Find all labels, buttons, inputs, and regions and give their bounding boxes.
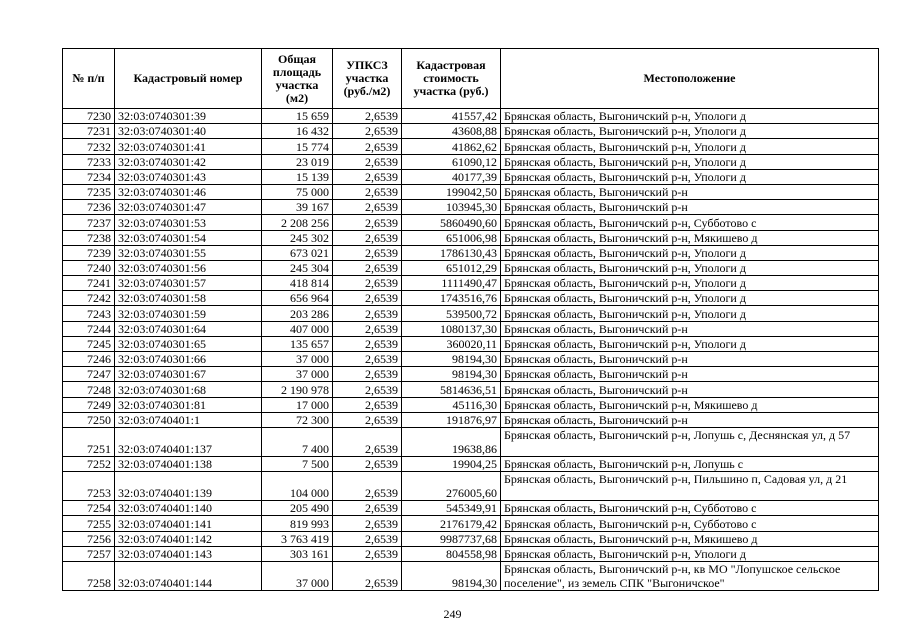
cell-total-area: 303 161 <box>262 546 333 561</box>
cell-total-area: 104 000 <box>262 472 333 501</box>
cell-cadastral-number: 32:03:0740301:42 <box>115 154 262 169</box>
cell-total-area: 16 432 <box>262 124 333 139</box>
cell-row-number: 7251 <box>63 427 115 456</box>
cell-specific-value: 2,6539 <box>333 336 402 351</box>
header-specific-value: УПКСЗ участка (руб./м2) <box>333 49 402 109</box>
cell-total-area: 407 000 <box>262 321 333 336</box>
cell-cadastral-cost: 103945,30 <box>402 200 501 215</box>
cell-specific-value: 2,6539 <box>333 154 402 169</box>
cell-location: Брянская область, Выгоничский р-н, Лопушь с, Деснянская ул, д 57 <box>501 427 879 456</box>
cell-total-area: 673 021 <box>262 245 333 260</box>
cell-cadastral-number: 32:03:0740301:56 <box>115 260 262 275</box>
cell-location: Брянская область, Выгоничский р-н, Упологи д <box>501 276 879 291</box>
cell-total-area: 17 000 <box>262 397 333 412</box>
cell-specific-value: 2,6539 <box>333 215 402 230</box>
table-row <box>63 245 879 260</box>
cell-specific-value: 2,6539 <box>333 291 402 306</box>
cell-total-area: 135 657 <box>262 336 333 351</box>
cell-cadastral-number: 32:03:0740301:41 <box>115 139 262 154</box>
table-header-row <box>63 49 879 109</box>
cell-total-area: 15 659 <box>262 109 333 124</box>
cell-cadastral-number: 32:03:0740301:57 <box>115 276 262 291</box>
cell-cadastral-cost: 98194,30 <box>402 352 501 367</box>
cell-cadastral-number: 32:03:0740301:58 <box>115 291 262 306</box>
cell-row-number: 7241 <box>63 276 115 291</box>
cell-specific-value: 2,6539 <box>333 109 402 124</box>
cell-specific-value: 2,6539 <box>333 200 402 215</box>
cell-cadastral-cost: 98194,30 <box>402 367 501 382</box>
table-body <box>63 109 879 591</box>
cell-cadastral-number: 32:03:0740401:140 <box>115 501 262 516</box>
cell-row-number: 7237 <box>63 215 115 230</box>
cell-specific-value: 2,6539 <box>333 124 402 139</box>
cell-cadastral-number: 32:03:0740301:64 <box>115 321 262 336</box>
table-row <box>63 367 879 382</box>
cell-location: Брянская область, Выгоничский р-н, Мякишево д <box>501 531 879 546</box>
cell-location: Брянская область, Выгоничский р-н, Мякишево д <box>501 230 879 245</box>
cell-cadastral-number: 32:03:0740301:68 <box>115 382 262 397</box>
cell-cadastral-cost: 41557,42 <box>402 109 501 124</box>
cell-cadastral-cost: 19638,86 <box>402 427 501 456</box>
table-row <box>63 561 879 590</box>
cell-cadastral-number: 32:03:0740301:40 <box>115 124 262 139</box>
cell-location: Брянская область, Выгоничский р-н, Упологи д <box>501 245 879 260</box>
table-row <box>63 456 879 471</box>
cell-row-number: 7252 <box>63 456 115 471</box>
cell-row-number: 7247 <box>63 367 115 382</box>
cell-total-area: 2 208 256 <box>262 215 333 230</box>
table-row <box>63 200 879 215</box>
cell-cadastral-number: 32:03:0740401:137 <box>115 427 262 456</box>
cell-cadastral-cost: 539500,72 <box>402 306 501 321</box>
cell-cadastral-cost: 199042,50 <box>402 184 501 199</box>
cell-cadastral-cost: 43608,88 <box>402 124 501 139</box>
cell-total-area: 7 500 <box>262 456 333 471</box>
cell-row-number: 7250 <box>63 412 115 427</box>
cell-cadastral-cost: 5814636,51 <box>402 382 501 397</box>
cell-total-area: 418 814 <box>262 276 333 291</box>
cell-row-number: 7255 <box>63 516 115 531</box>
table-row <box>63 412 879 427</box>
cell-specific-value: 2,6539 <box>333 169 402 184</box>
table-row <box>63 215 879 230</box>
cell-cadastral-cost: 45116,30 <box>402 397 501 412</box>
cell-cadastral-cost: 1080137,30 <box>402 321 501 336</box>
cell-total-area: 39 167 <box>262 200 333 215</box>
cell-row-number: 7253 <box>63 472 115 501</box>
table-row <box>63 501 879 516</box>
cadastral-table <box>62 48 879 591</box>
cell-row-number: 7256 <box>63 531 115 546</box>
cell-cadastral-number: 32:03:0740401:144 <box>115 561 262 590</box>
table-row <box>63 276 879 291</box>
cell-specific-value: 2,6539 <box>333 427 402 456</box>
table-row <box>63 184 879 199</box>
header-total-area: Общая площадь участка (м2) <box>262 49 333 109</box>
cell-location: Брянская область, Выгоничский р-н, Упологи д <box>501 109 879 124</box>
cell-row-number: 7244 <box>63 321 115 336</box>
cell-row-number: 7239 <box>63 245 115 260</box>
cell-cadastral-number: 32:03:0740301:65 <box>115 336 262 351</box>
cell-total-area: 37 000 <box>262 352 333 367</box>
cell-total-area: 656 964 <box>262 291 333 306</box>
cell-location: Брянская область, Выгоничский р-н, Упологи д <box>501 336 879 351</box>
cell-total-area: 72 300 <box>262 412 333 427</box>
cell-cadastral-cost: 5860490,60 <box>402 215 501 230</box>
table-row <box>63 169 879 184</box>
table-row <box>63 546 879 561</box>
cell-location: Брянская область, Выгоничский р-н, кв МО "Лопушское сельское поселение", из земель СПК "Выгоничское" <box>501 561 879 590</box>
cell-row-number: 7233 <box>63 154 115 169</box>
cell-cadastral-cost: 191876,97 <box>402 412 501 427</box>
cell-cadastral-number: 32:03:0740401:139 <box>115 472 262 501</box>
cell-row-number: 7234 <box>63 169 115 184</box>
cell-specific-value: 2,6539 <box>333 412 402 427</box>
cell-total-area: 3 763 419 <box>262 531 333 546</box>
cell-row-number: 7245 <box>63 336 115 351</box>
cell-cadastral-number: 32:03:0740301:46 <box>115 184 262 199</box>
cell-cadastral-cost: 40177,39 <box>402 169 501 184</box>
cell-row-number: 7248 <box>63 382 115 397</box>
cell-row-number: 7240 <box>63 260 115 275</box>
cell-total-area: 23 019 <box>262 154 333 169</box>
cell-location: Брянская область, Выгоничский р-н, Упологи д <box>501 154 879 169</box>
cell-row-number: 7238 <box>63 230 115 245</box>
table-row <box>63 397 879 412</box>
cell-cadastral-cost: 2176179,42 <box>402 516 501 531</box>
cell-cadastral-number: 32:03:0740301:81 <box>115 397 262 412</box>
cell-cadastral-cost: 651006,98 <box>402 230 501 245</box>
cell-location: Брянская область, Выгоничский р-н, Пильшино п, Садовая ул, д 21 <box>501 472 879 501</box>
cell-cadastral-cost: 19904,25 <box>402 456 501 471</box>
cell-cadastral-cost: 1743516,76 <box>402 291 501 306</box>
cell-row-number: 7242 <box>63 291 115 306</box>
page-number: 249 <box>443 607 462 621</box>
cell-cadastral-number: 32:03:0740401:143 <box>115 546 262 561</box>
cell-specific-value: 2,6539 <box>333 561 402 590</box>
cell-cadastral-number: 32:03:0740301:66 <box>115 352 262 367</box>
cell-location: Брянская область, Выгоничский р-н, Субботово с <box>501 215 879 230</box>
cell-row-number: 7249 <box>63 397 115 412</box>
table-row <box>63 291 879 306</box>
cell-location: Брянская область, Выгоничский р-н, Субботово с <box>501 516 879 531</box>
cell-total-area: 37 000 <box>262 561 333 590</box>
cell-row-number: 7246 <box>63 352 115 367</box>
cell-cadastral-cost: 1111490,47 <box>402 276 501 291</box>
cell-total-area: 37 000 <box>262 367 333 382</box>
cell-cadastral-number: 32:03:0740401:138 <box>115 456 262 471</box>
cell-specific-value: 2,6539 <box>333 260 402 275</box>
cell-total-area: 205 490 <box>262 501 333 516</box>
cell-location: Брянская область, Выгоничский р-н <box>501 382 879 397</box>
cell-total-area: 2 190 978 <box>262 382 333 397</box>
table-row <box>63 427 879 456</box>
cell-row-number: 7236 <box>63 200 115 215</box>
table-row <box>63 230 879 245</box>
cell-cadastral-number: 32:03:0740301:59 <box>115 306 262 321</box>
table-row <box>63 154 879 169</box>
cell-location: Брянская область, Выгоничский р-н, Упологи д <box>501 546 879 561</box>
cell-specific-value: 2,6539 <box>333 245 402 260</box>
cell-specific-value: 2,6539 <box>333 382 402 397</box>
table-row <box>63 531 879 546</box>
cell-specific-value: 2,6539 <box>333 139 402 154</box>
cell-specific-value: 2,6539 <box>333 472 402 501</box>
cell-specific-value: 2,6539 <box>333 501 402 516</box>
cell-row-number: 7231 <box>63 124 115 139</box>
cell-total-area: 245 304 <box>262 260 333 275</box>
cell-cadastral-number: 32:03:0740301:39 <box>115 109 262 124</box>
cell-specific-value: 2,6539 <box>333 516 402 531</box>
cell-row-number: 7257 <box>63 546 115 561</box>
cell-specific-value: 2,6539 <box>333 397 402 412</box>
cell-cadastral-cost: 9987737,68 <box>402 531 501 546</box>
cell-cadastral-number: 32:03:0740301:53 <box>115 215 262 230</box>
header-location: Местоположение <box>501 49 879 109</box>
table-row <box>63 382 879 397</box>
table-row <box>63 352 879 367</box>
cell-total-area: 203 286 <box>262 306 333 321</box>
cell-specific-value: 2,6539 <box>333 306 402 321</box>
table-row <box>63 321 879 336</box>
cell-cadastral-cost: 545349,91 <box>402 501 501 516</box>
cell-total-area: 75 000 <box>262 184 333 199</box>
cell-cadastral-cost: 61090,12 <box>402 154 501 169</box>
cell-cadastral-cost: 651012,29 <box>402 260 501 275</box>
cell-specific-value: 2,6539 <box>333 276 402 291</box>
cell-cadastral-number: 32:03:0740301:67 <box>115 367 262 382</box>
table-row <box>63 139 879 154</box>
header-cadastral-cost: Кадастровая стоимость участка (руб.) <box>402 49 501 109</box>
cell-cadastral-number: 32:03:0740401:142 <box>115 531 262 546</box>
cell-location: Брянская область, Выгоничский р-н, Упологи д <box>501 260 879 275</box>
cell-total-area: 15 774 <box>262 139 333 154</box>
table-row <box>63 516 879 531</box>
cell-cadastral-number: 32:03:0740301:47 <box>115 200 262 215</box>
cell-location: Брянская область, Выгоничский р-н, Упологи д <box>501 124 879 139</box>
cell-location: Брянская область, Выгоничский р-н, Упологи д <box>501 139 879 154</box>
cell-total-area: 245 302 <box>262 230 333 245</box>
cell-cadastral-cost: 360020,11 <box>402 336 501 351</box>
cell-location: Брянская область, Выгоничский р-н <box>501 367 879 382</box>
cell-row-number: 7230 <box>63 109 115 124</box>
cell-row-number: 7254 <box>63 501 115 516</box>
cell-cadastral-number: 32:03:0740301:55 <box>115 245 262 260</box>
cell-cadastral-number: 32:03:0740401:1 <box>115 412 262 427</box>
cell-total-area: 819 993 <box>262 516 333 531</box>
cell-cadastral-cost: 276005,60 <box>402 472 501 501</box>
table-row <box>63 109 879 124</box>
cell-location: Брянская область, Выгоничский р-н, Упологи д <box>501 306 879 321</box>
header-row-number: № п/п <box>63 49 115 109</box>
cell-location: Брянская область, Выгоничский р-н <box>501 412 879 427</box>
cell-total-area: 7 400 <box>262 427 333 456</box>
table-row <box>63 306 879 321</box>
cell-cadastral-number: 32:03:0740301:43 <box>115 169 262 184</box>
cell-specific-value: 2,6539 <box>333 321 402 336</box>
cell-specific-value: 2,6539 <box>333 230 402 245</box>
cell-cadastral-cost: 98194,30 <box>402 561 501 590</box>
cell-specific-value: 2,6539 <box>333 456 402 471</box>
cell-location: Брянская область, Выгоничский р-н, Субботово с <box>501 501 879 516</box>
cell-location: Брянская область, Выгоничский р-н, Упологи д <box>501 291 879 306</box>
cell-row-number: 7232 <box>63 139 115 154</box>
cell-location: Брянская область, Выгоничский р-н <box>501 200 879 215</box>
cell-cadastral-cost: 1786130,43 <box>402 245 501 260</box>
cell-cadastral-number: 32:03:0740401:141 <box>115 516 262 531</box>
cell-cadastral-cost: 41862,62 <box>402 139 501 154</box>
cell-cadastral-number: 32:03:0740301:54 <box>115 230 262 245</box>
cell-location: Брянская область, Выгоничский р-н, Упологи д <box>501 169 879 184</box>
table-row <box>63 124 879 139</box>
table-row <box>63 336 879 351</box>
cell-location: Брянская область, Выгоничский р-н <box>501 352 879 367</box>
cell-specific-value: 2,6539 <box>333 352 402 367</box>
cell-location: Брянская область, Выгоничский р-н <box>501 184 879 199</box>
cell-total-area: 15 139 <box>262 169 333 184</box>
cell-row-number: 7258 <box>63 561 115 590</box>
cell-specific-value: 2,6539 <box>333 184 402 199</box>
cell-row-number: 7243 <box>63 306 115 321</box>
header-cadastral-number: Кадастровый номер <box>115 49 262 109</box>
cell-location: Брянская область, Выгоничский р-н, Лопушь с <box>501 456 879 471</box>
table-row <box>63 260 879 275</box>
cell-location: Брянская область, Выгоничский р-н, Мякишево д <box>501 397 879 412</box>
cell-specific-value: 2,6539 <box>333 531 402 546</box>
cell-specific-value: 2,6539 <box>333 546 402 561</box>
table-row <box>63 472 879 501</box>
cell-specific-value: 2,6539 <box>333 367 402 382</box>
cell-location: Брянская область, Выгоничский р-н <box>501 321 879 336</box>
cell-cadastral-cost: 804558,98 <box>402 546 501 561</box>
cell-row-number: 7235 <box>63 184 115 199</box>
